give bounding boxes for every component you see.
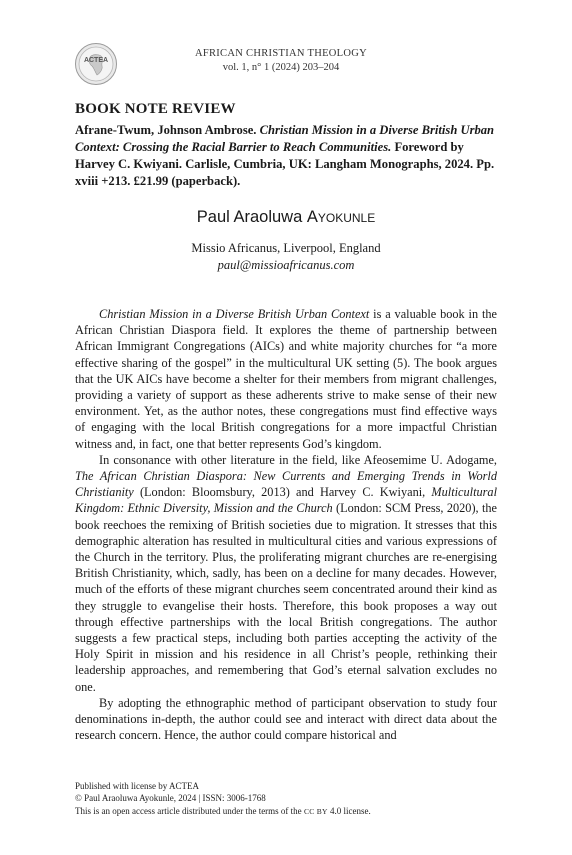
citation-book-title: Christian Mission in a Diverse British Urban Context: Crossing the Racial Barrier to Reach Communities.	[75, 123, 495, 154]
paragraph-2-text-a: In consonance with other literature in the field, like Afeosemime U. Adogame,	[99, 452, 497, 467]
review-body	[75, 306, 497, 743]
review-author	[0, 208, 572, 227]
cc-license-label[interactable]: CC BY	[303, 806, 328, 816]
paragraph-1-text: is a valuable book in the African Christian Diaspora field. It explores the theme of partnership between African Immigrant Congregations (AICs) and white majority churches for “a more effective sharing of the gospel” in the multicultural UK setting (5). The book argues that the UK AICs have become a shelter for their members from migrant challenges, providing a variety of support as these adherents strive to make sense of their new environment. Yet, as the author notes, these congregations must find effective ways of engaging with the local British congregations for a more impactful Christian witness and, in fact, one that better represents God’s kingdom.	[75, 307, 497, 451]
citation-publication: Foreword by Harvey C. Kwiyani. Carlisle, Cumbria, UK: Langham Monographs, 2024. Pp. xviii +213. £21.99 (paperback).	[75, 140, 495, 188]
journal-header	[120, 47, 442, 75]
actea-logo	[74, 42, 118, 86]
adogame-book-title: The African Christian Diaspora: New Currents and Emerging Trends in World Christianity	[75, 469, 497, 500]
paragraph-2	[75, 452, 497, 695]
journal-title: AFRICAN CHRISTIAN THEOLOGY	[194, 48, 368, 59]
logo-text: ACTEA	[83, 57, 109, 64]
author-family-name: Ayokunle	[306, 208, 376, 226]
paragraph-3: By adopting the ethnographic method of participant observation to study four denominations in-depth, the author could see and interact with direct data about the research concern. Hence, the author could compare historical and	[75, 695, 497, 743]
license-footer	[75, 780, 505, 818]
author-given-name: Paul Araoluwa	[196, 208, 307, 226]
footer-license	[75, 805, 505, 818]
footer-copyright: © Paul Araoluwa Ayokunle, 2024 | ISSN: 3006-1768	[75, 793, 266, 804]
footer-license-text: This is an open access article distributed under the terms of the	[75, 805, 304, 816]
citation-author: Afrane-Twum, Johnson Ambrose.	[75, 123, 260, 137]
actea-logo-icon	[74, 42, 118, 86]
book-citation	[75, 122, 497, 190]
kwiyani-book-title: Multicultural Kingdom: Ethnic Diversity, Mission and the Church	[75, 485, 497, 516]
author-affiliation-block	[0, 240, 572, 274]
author-affiliation: Missio Africanus, Liverpool, England	[191, 241, 381, 255]
author-email[interactable]: paul@missioafricanus.com	[217, 258, 355, 272]
paragraph-2-text-c: (London: Bloomsbury, 2013) and Harvey C. Kwiyani,	[133, 485, 432, 500]
paragraph-1	[75, 306, 497, 452]
paragraph-2-text-e: (London: SCM Press, 2020), the book reechoes the remixing of British societies due to migration. It stresses that this demographic alteration has resulted in multicultural cities and various expressions of the Church in the territory. Plus, the proliferating migrant churches are re-energising British Christianity, which, sadly, has been on a decline for many decades. However, much of the efforts of these migrant churches seem concentrated around their kind as they struggle to evangelise their hosts. Therefore, this book proposes a way out through effective partnerships with the local British congregations. The author suggests a few practical steps, including both parties accepting the activity of the Holy Spirit in mission and his residence in all Christ’s people, rethinking their leadership approaches, and remembering that God’s eternal salvation excludes no one.	[75, 501, 497, 694]
volume-info: vol. 1, n° 1 (2024) 203–204	[222, 62, 340, 73]
footer-license-version: 4.0 license.	[327, 805, 371, 816]
book-title-ref: Christian Mission in a Diverse British Urban Context	[99, 307, 370, 321]
section-title: BOOK NOTE REVIEW	[75, 101, 236, 117]
footer-publisher: Published with license by ACTEA	[75, 781, 199, 791]
